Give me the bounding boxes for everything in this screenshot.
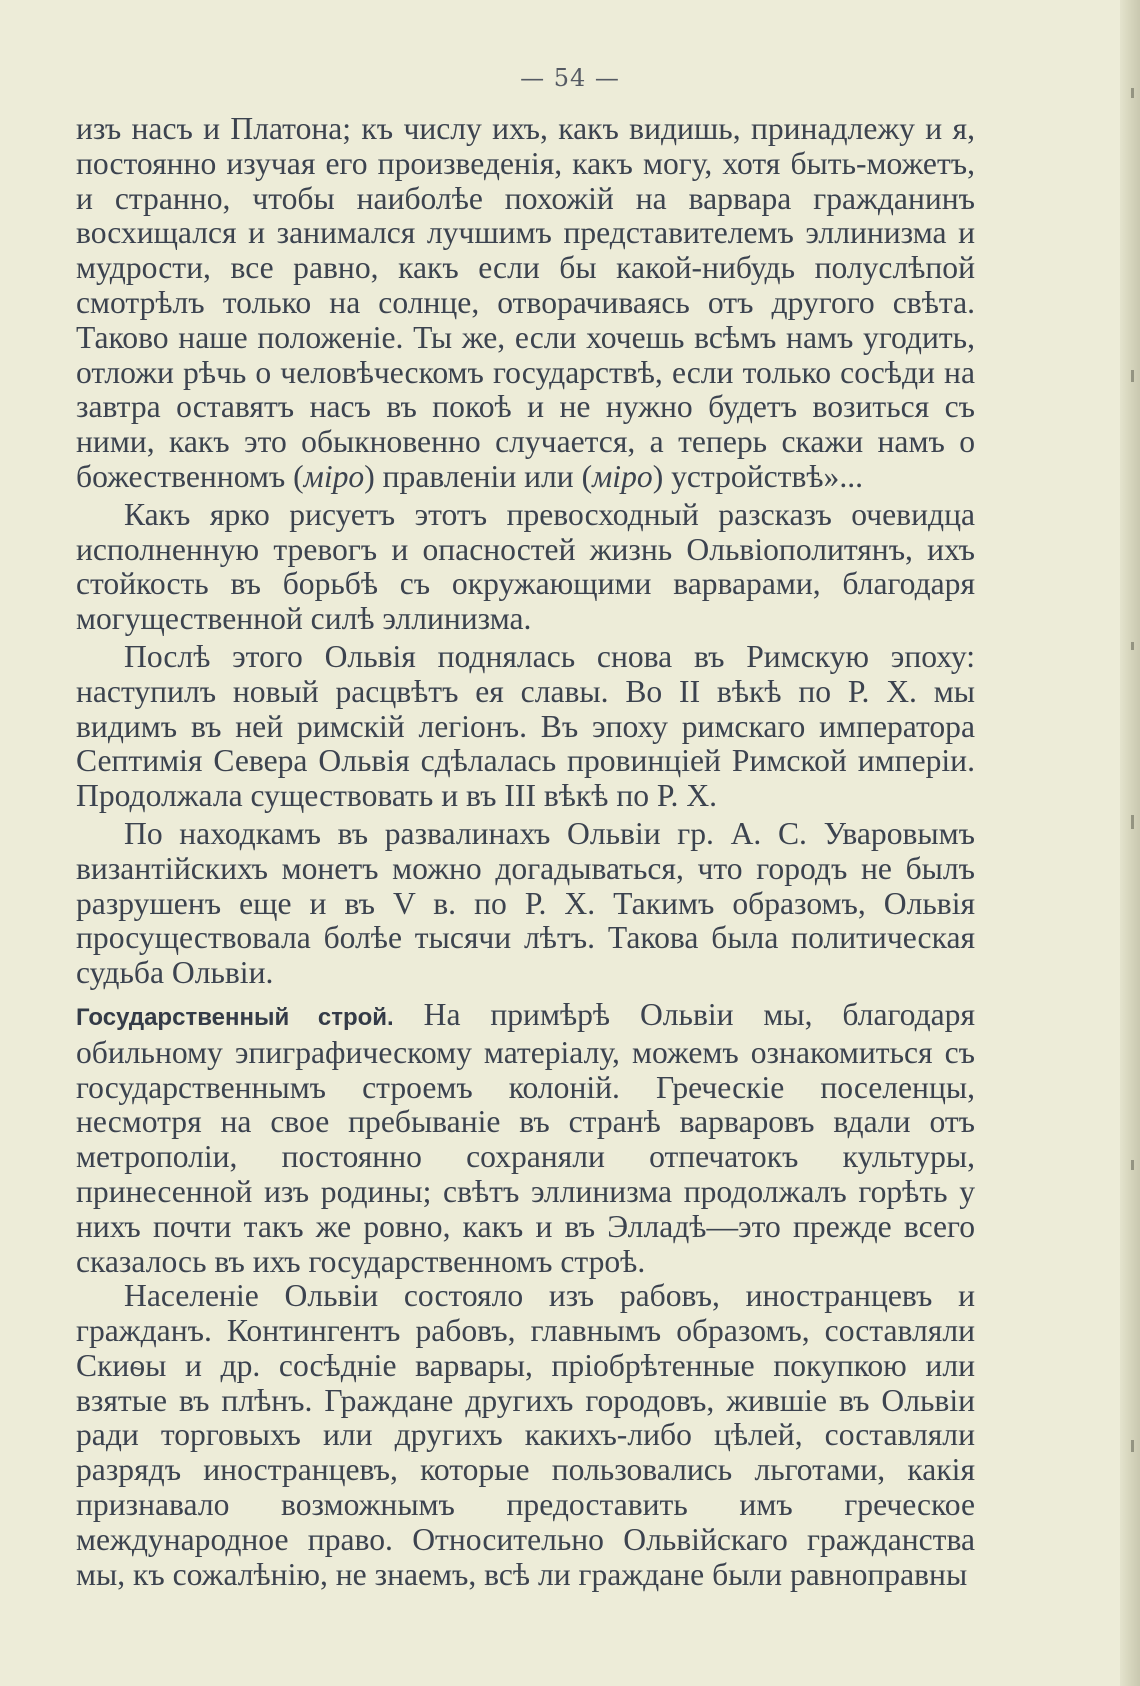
body-text (76, 112, 975, 1592)
paragraph-quote-continuation (76, 112, 975, 495)
edge-mark (1131, 1440, 1134, 1452)
edge-mark (1131, 1160, 1134, 1170)
text-run: ) устройствѣ»... (652, 458, 864, 494)
greek-term: міро (592, 458, 653, 494)
edge-mark (1131, 815, 1134, 829)
paragraph: По находкамъ въ развалинахъ Ольвіи гр. А. С. Уваровымъ византійскихъ монетъ можно догадываться, что городъ не былъ разрушенъ еще и въ V в. по Р. Х. Такимъ образомъ, Ольвія просуществовала болѣе тысячи лѣтъ. Такова была политическая судьба Ольвіи. (76, 815, 975, 991)
edge-mark (1131, 642, 1134, 650)
edge-mark (1131, 370, 1134, 382)
page-edge-shadow (1120, 0, 1140, 1686)
text-run: На примѣрѣ Ольвіи мы, благодаря обильному эпиграфическому матеріалу, можемъ ознакомиться съ государственнымъ строемъ колоній. Греческіе поселенцы, несмотря на свое пребываніе въ странѣ варваровъ вдали отъ метрополіи, постоянно сохраняли отпечатокъ культуры, принесенной изъ родины; свѣтъ эллинизма продолжалъ горѣть у нихъ почти такъ же ровно, какъ и въ Элладѣ—это прежде всего сказалось въ ихъ государственномъ строѣ. (76, 996, 975, 1279)
text-run: ) правленіи или ( (364, 458, 593, 494)
section-heading: Государственный строй. (76, 1003, 394, 1031)
greek-term: міро (303, 458, 365, 494)
page-number: — 54 — (520, 64, 620, 92)
paragraph: Послѣ этого Ольвія поднялась снова въ Римскую эпоху: наступилъ новый расцвѣтъ ея славы. Во II вѣкѣ по Р. Х. мы видимъ въ ней римскій легіонъ. Въ эпоху римскаго императора Септимія Севера Ольвія сдѣлалась провинціей Римской имперіи. Продолжала существовать и въ III вѣкѣ по Р. Х. (76, 638, 975, 814)
text-run: изъ насъ и Платона; къ числу ихъ, какъ видишь, принадлежу и я, постоянно изучая его произведенія, какъ могу, хотя быть-можетъ, и странно, чтобы наиболѣе похожій на варвара гражданинъ восхищался и занимался лучшимъ представителемъ эллинизма и мудрости, все равно, какъ если бы какой-нибудь полуслѣпой смотрѣлъ только на солнце, отворачиваясь отъ другого свѣта. Таково наше положеніе. Ты же, если хочешь всѣмъ намъ угодить, отложи рѣчь о человѣческомъ государствѣ, если только сосѣди на завтра оставятъ насъ въ покоѣ и не нужно будетъ возиться съ ними, какъ это обыкновенно случается, а теперь скажи намъ о божественномъ ( (76, 111, 975, 494)
paragraph: Какъ ярко рисуетъ этотъ превосходный разсказъ очевидца исполненную тревогъ и опасностей жизнь Ольвіополитянъ, ихъ стойкость въ борьбѣ съ окружающими варварами, благодаря могущественной силѣ эллинизма. (76, 496, 975, 637)
section-paragraph (76, 998, 975, 1279)
paragraph: Населеніе Ольвіи состояло изъ рабовъ, иностранцевъ и гражданъ. Контингентъ рабовъ, главнымъ образомъ, составляли Скиѳы и др. сосѣдніе варвары, пріобрѣтенные покупкою или взятые въ плѣнъ. Граждане другихъ городовъ, жившіе въ Ольвіи ради торговыхъ или другихъ какихъ-либо цѣлей, составляли разрядъ иностранцевъ, которые пользовались льготами, какія признавало возможнымъ предоставить имъ греческое международное право. Относительно Ольвійскаго гражданства мы, къ сожалѣнію, не знаемъ, всѣ ли граждане были равноправны (76, 1278, 975, 1592)
